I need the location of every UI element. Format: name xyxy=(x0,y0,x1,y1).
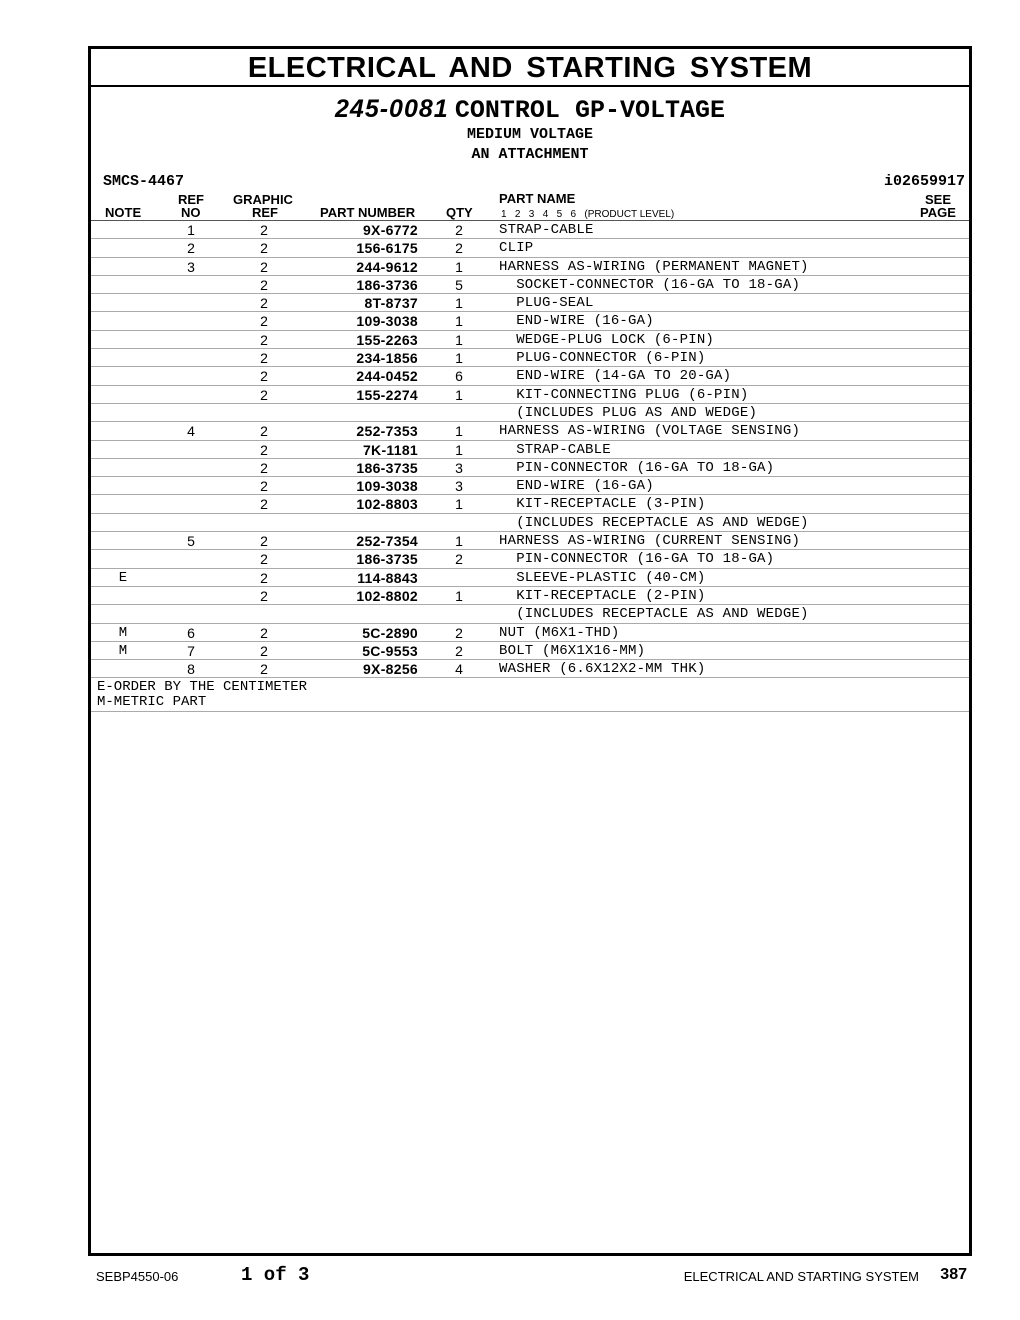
graphic-ref-cell: 2 xyxy=(260,295,268,312)
group-header xyxy=(91,87,969,165)
col-part-number: PART NUMBER xyxy=(320,205,416,220)
table-row xyxy=(91,605,969,623)
graphic-ref-cell: 2 xyxy=(260,587,268,604)
col-see-bottom: PAGE xyxy=(920,205,956,220)
part-number-cell: 252-7353 xyxy=(356,423,418,440)
col-qty: QTY xyxy=(446,205,473,220)
graphic-ref-cell: 2 xyxy=(260,551,268,568)
part-name-cell: KIT-RECEPTACLE (2-PIN) xyxy=(499,587,706,604)
part-name-cell: (INCLUDES RECEPTACLE AS AND WEDGE) xyxy=(499,606,809,623)
qty-cell: 5 xyxy=(455,276,463,293)
part-number-cell: 155-2263 xyxy=(356,331,418,348)
section-title: ELECTRICAL AND STARTING SYSTEM xyxy=(91,49,969,87)
qty-cell: 1 xyxy=(455,533,463,550)
notes-block xyxy=(91,678,969,712)
parts-list xyxy=(91,221,969,678)
table-row xyxy=(91,221,969,239)
graphic-ref-cell: 2 xyxy=(260,258,268,275)
graphic-ref-cell: 2 xyxy=(260,331,268,348)
part-name-cell: END-WIRE (14-GA TO 20-GA) xyxy=(499,368,732,385)
part-name-cell: CLIP xyxy=(499,240,534,257)
part-name-cell: (INCLUDES PLUG AS AND WEDGE) xyxy=(499,404,758,421)
part-number-cell: 5C-9553 xyxy=(362,642,418,659)
part-name-cell: HARNESS AS-WIRING (VOLTAGE SENSING) xyxy=(499,423,801,440)
part-number-cell: 156-6175 xyxy=(356,240,418,257)
qty-cell: 2 xyxy=(455,222,463,238)
qty-cell: 3 xyxy=(455,459,463,476)
col-note: NOTE xyxy=(105,205,142,220)
table-row xyxy=(91,367,969,385)
part-name-cell: NUT (M6X1-THD) xyxy=(499,624,620,641)
graphic-ref-cell: 2 xyxy=(260,423,268,440)
col-ref-top: REF xyxy=(178,192,204,207)
graphic-ref-cell: 2 xyxy=(260,569,268,586)
note-cell: M xyxy=(118,642,128,659)
graphic-ref-cell: 2 xyxy=(260,350,268,367)
qty-cell: 1 xyxy=(455,350,463,367)
smcs-code: SMCS-4467 xyxy=(103,173,185,190)
page-of: 1 of 3 xyxy=(241,1264,310,1286)
qty-cell: 4 xyxy=(455,661,463,678)
part-name-cell: SOCKET-CONNECTOR (16-GA TO 18-GA) xyxy=(499,276,801,293)
table-row xyxy=(91,239,969,257)
table-row xyxy=(91,312,969,330)
qty-cell: 1 xyxy=(455,295,463,312)
part-name-cell: PIN-CONNECTOR (16-GA TO 18-GA) xyxy=(499,551,775,568)
table-row xyxy=(91,477,969,495)
graphic-ref-cell: 2 xyxy=(260,533,268,550)
column-headers xyxy=(91,192,969,221)
qty-cell: 1 xyxy=(455,587,463,604)
table-row xyxy=(91,294,969,312)
part-name-cell: HARNESS AS-WIRING (CURRENT SENSING) xyxy=(499,533,801,550)
part-number-cell: 155-2274 xyxy=(356,386,418,403)
parts-page-frame xyxy=(88,46,972,1256)
table-row xyxy=(91,550,969,568)
note-line: E-ORDER BY THE CENTIMETER xyxy=(97,679,308,696)
graphic-ref-cell: 2 xyxy=(260,222,268,238)
part-number-cell: 9X-6772 xyxy=(362,222,418,238)
table-row xyxy=(91,349,969,367)
qty-cell: 1 xyxy=(455,386,463,403)
qty-cell: 2 xyxy=(455,642,463,659)
qty-cell: 1 xyxy=(455,313,463,330)
footer-section: ELECTRICAL AND STARTING SYSTEM xyxy=(683,1269,919,1284)
page-footer xyxy=(0,1264,1020,1288)
qty-cell: 1 xyxy=(455,258,463,275)
col-graphic-bottom: REF xyxy=(252,205,278,220)
ref-no-cell: 4 xyxy=(187,423,195,440)
part-name-cell: PLUG-SEAL xyxy=(499,295,594,312)
table-row xyxy=(91,422,969,440)
illustration-id: i02659917 xyxy=(883,173,965,190)
note-line: M-METRIC PART xyxy=(97,694,207,711)
ref-no-cell: 5 xyxy=(187,533,195,550)
graphic-ref-cell: 2 xyxy=(260,642,268,659)
col-part-name: PART NAME xyxy=(499,191,576,206)
page-number: 387 xyxy=(940,1266,967,1283)
group-name: CONTROL GP-VOLTAGE xyxy=(454,96,725,125)
col-ref-bottom: NO xyxy=(181,205,201,220)
table-row xyxy=(91,587,969,605)
table-row xyxy=(91,441,969,459)
qty-cell: 2 xyxy=(455,624,463,641)
group-subtitle-1: MEDIUM VOLTAGE xyxy=(466,126,594,143)
col-see-top: SEE xyxy=(925,192,952,207)
graphic-ref-cell: 2 xyxy=(260,368,268,385)
table-row xyxy=(91,660,969,678)
part-number-cell: 109-3038 xyxy=(356,478,418,495)
part-number-cell: 102-8803 xyxy=(356,496,418,513)
graphic-ref-cell: 2 xyxy=(260,313,268,330)
part-name-cell: BOLT (M6X1X16-MM) xyxy=(499,642,646,659)
part-number-cell: 5C-2890 xyxy=(362,624,418,641)
graphic-ref-cell: 2 xyxy=(260,459,268,476)
table-row xyxy=(91,459,969,477)
graphic-ref-cell: 2 xyxy=(260,240,268,257)
part-number-cell: 114-8843 xyxy=(357,569,418,586)
part-number-cell: 186-3735 xyxy=(356,459,418,476)
col-product-levels: 1 2 3 4 5 6 (PRODUCT LEVEL) xyxy=(501,209,675,220)
table-row xyxy=(91,331,969,349)
part-number-cell: 244-0452 xyxy=(356,368,418,385)
qty-cell: 1 xyxy=(455,423,463,440)
part-name-cell: END-WIRE (16-GA) xyxy=(499,313,654,330)
col-graphic-top: GRAPHIC xyxy=(233,192,293,207)
graphic-ref-cell: 2 xyxy=(260,478,268,495)
part-number-cell: 9X-8256 xyxy=(362,661,418,678)
part-number-cell: 186-3735 xyxy=(356,551,418,568)
part-number-cell: 186-3736 xyxy=(356,276,418,293)
qty-cell: 2 xyxy=(455,240,463,257)
qty-cell: 1 xyxy=(455,331,463,348)
part-name-cell: WEDGE-PLUG LOCK (6-PIN) xyxy=(499,331,715,348)
graphic-ref-cell: 2 xyxy=(260,624,268,641)
part-number-cell: 109-3038 xyxy=(356,313,418,330)
part-number-cell: 252-7354 xyxy=(356,533,418,550)
id-row xyxy=(91,170,969,192)
graphic-ref-cell: 2 xyxy=(260,386,268,403)
qty-cell: 1 xyxy=(455,496,463,513)
table-row xyxy=(91,642,969,660)
table-row xyxy=(91,276,969,294)
part-number-cell: 244-9612 xyxy=(356,258,418,275)
ref-no-cell: 1 xyxy=(187,222,195,238)
note-cell: E xyxy=(118,569,128,586)
qty-cell: 3 xyxy=(455,478,463,495)
note-cell: M xyxy=(118,624,128,641)
table-row xyxy=(91,532,969,550)
group-subtitle-2: AN ATTACHMENT xyxy=(471,146,589,163)
table-row xyxy=(91,514,969,532)
ref-no-cell: 6 xyxy=(187,624,195,641)
part-number-cell: 7K-1181 xyxy=(362,441,418,458)
ref-no-cell: 8 xyxy=(187,661,195,678)
qty-cell: 2 xyxy=(455,551,463,568)
part-name-cell: PLUG-CONNECTOR (6-PIN) xyxy=(499,350,706,367)
part-name-cell: WASHER (6.6X12X2-MM THK) xyxy=(499,661,706,678)
part-number-cell: 234-1856 xyxy=(356,350,418,367)
graphic-ref-cell: 2 xyxy=(260,496,268,513)
ref-no-cell: 3 xyxy=(187,258,195,275)
table-row xyxy=(91,569,969,587)
table-row xyxy=(91,386,969,404)
group-title xyxy=(91,95,969,125)
part-name-cell: (INCLUDES RECEPTACLE AS AND WEDGE) xyxy=(499,514,809,531)
part-number-cell: 8T-8737 xyxy=(364,295,418,312)
part-name-cell: STRAP-CABLE xyxy=(499,441,611,458)
ref-no-cell: 7 xyxy=(187,642,195,659)
table-row xyxy=(91,258,969,276)
table-row xyxy=(91,404,969,422)
graphic-ref-cell: 2 xyxy=(260,661,268,678)
qty-cell: 6 xyxy=(455,368,463,385)
table-row xyxy=(91,495,969,513)
qty-cell: 1 xyxy=(455,441,463,458)
part-name-cell: END-WIRE (16-GA) xyxy=(499,478,654,495)
part-name-cell: KIT-RECEPTACLE (3-PIN) xyxy=(499,496,706,513)
graphic-ref-cell: 2 xyxy=(260,441,268,458)
part-name-cell: SLEEVE-PLASTIC (40-CM) xyxy=(499,569,706,586)
part-name-cell: STRAP-CABLE xyxy=(499,222,594,238)
part-name-cell: HARNESS AS-WIRING (PERMANENT MAGNET) xyxy=(499,258,809,275)
graphic-ref-cell: 2 xyxy=(260,276,268,293)
group-number: 245-0081 xyxy=(335,95,449,123)
part-name-cell: KIT-CONNECTING PLUG (6-PIN) xyxy=(499,386,749,403)
ref-no-cell: 2 xyxy=(187,240,195,257)
part-number-cell: 102-8802 xyxy=(356,587,418,604)
part-name-cell: PIN-CONNECTOR (16-GA TO 18-GA) xyxy=(499,459,775,476)
table-row xyxy=(91,624,969,642)
document-id: SEBP4550-06 xyxy=(96,1269,179,1284)
